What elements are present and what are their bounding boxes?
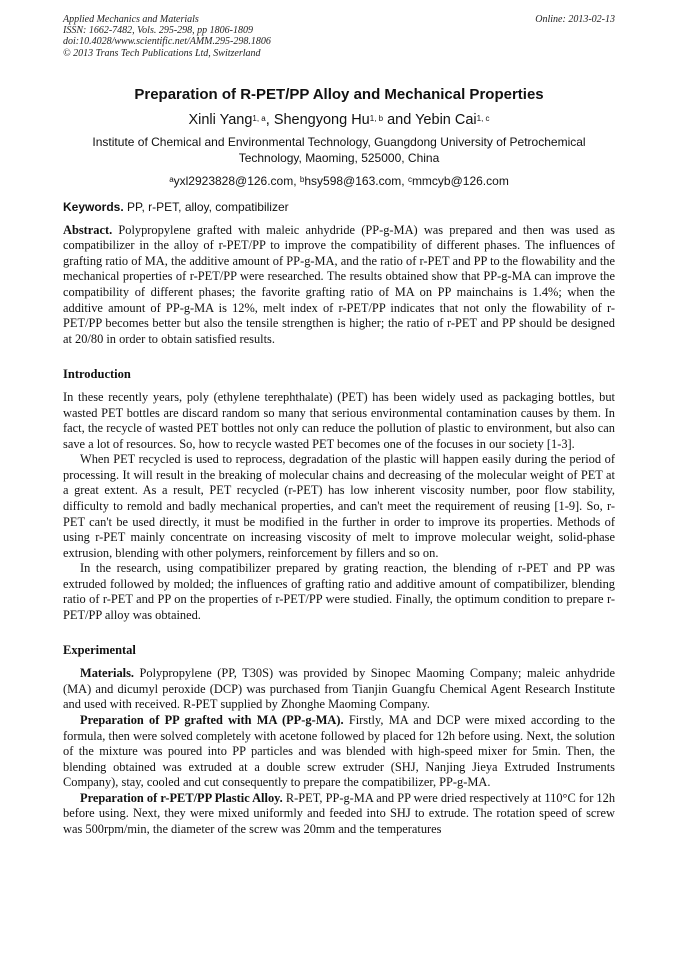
experimental-paragraph	[63, 791, 615, 838]
abstract	[63, 223, 615, 347]
author-separator: ,	[265, 111, 274, 128]
email-address[interactable]: hsy598@163.com	[304, 173, 402, 188]
author-name: Xinli Yang	[188, 111, 253, 128]
email-address[interactable]: yxl2923828@126.com	[173, 173, 294, 188]
affiliation: Institute of Chemical and Environmental Technology, Guangdong University of Petrochemical Technology, Maoming, 525000, China	[92, 134, 586, 165]
author-name: Shengyong Hu	[273, 111, 370, 128]
subsection-label: Preparation of r-PET/PP Plastic Alloy.	[80, 790, 283, 805]
email-list	[63, 173, 615, 189]
author-affiliation-mark: 1, b	[369, 113, 384, 123]
paper-page	[63, 14, 615, 837]
journal-header	[63, 14, 615, 59]
author-affiliation-mark: 1, c	[476, 113, 490, 123]
subsection-label: Materials.	[80, 666, 135, 681]
experimental-paragraph	[63, 666, 615, 713]
email-separator: ,	[401, 173, 408, 188]
intro-paragraph: In the research, using compatibilizer prepared by grating reaction, the blending of r-PET and PP was extruded followed by molded; the influences of grafting ratio and additive amount of compatibilizer, blending ratio of r-PET and PP on the properties of r-PET/PP were studied. Finally, the optimum condition to prepare r-PET/PP alloy was obtained.	[63, 561, 615, 622]
journal-doi[interactable]: doi:10.4028/www.scientific.net/AMM.295-298.1806	[63, 36, 271, 48]
intro-paragraph: In these recently years, poly (ethylene terephthalate) (PET) has been widely used as packaging bottles, but wasted PET bottles are discard random so many that serious environmental contamination causes by them. In fact, the recycle of wasted PET bottles not only can reduce the pollution of plastic to environment, but also can save a lot of resources. So, how to recycle wasted PET becomes one of the focuses in our society [1-3].	[63, 390, 615, 451]
paper-title: Preparation of R-PET/PP Alloy and Mechanical Properties	[134, 85, 544, 103]
author-affiliation-mark: 1, a	[252, 113, 266, 123]
journal-copyright: © 2013 Trans Tech Publications Ltd, Switzerland	[63, 47, 261, 59]
intro-paragraph: When PET recycled is used to reprocess, degradation of the plastic will happen easily during the period of processing. It will result in the breaking of molecular chains and decreasing of the molecular weight of PET at a great extent. As a result, PET recycled (r-PET) has low inherent viscosity number, poor flow stability, difficulty to remold and badly mechanical properties, and can't meet the requirement of reusing [1-9]. So, r-PET can't be used directly, it must be modified in the further in order to improve its properties. Methods of using r-PET mainly concentrate on increasing viscosity of melt to improve molecular weight, solid-phase extrusion, blending with other polymers, reinforcement by fillers and so on.	[63, 452, 615, 560]
email-address[interactable]: mmcyb@126.com	[411, 173, 509, 188]
email-mark: c	[407, 174, 412, 184]
section-heading-experimental: Experimental	[63, 643, 136, 658]
abstract-label: Abstract.	[63, 222, 113, 237]
email-separator: ,	[293, 173, 300, 188]
subsection-text: Firstly, MA and DCP were mixed according to the formula, then were solved completely with acetone followed by placed for 12h before using. Next, the solution of the mixture was poured into PP particles and was blended with high-speed mixer for 5min. Then, the blending obtained was extruded at a double screw extruder (SHJ, Nanjing Jieya Extruded Instruments Company), stay, cooled and cut consequently to prepare the compatibilizer, PP-g-MA.	[63, 713, 615, 790]
journal-issn: ISSN: 1662-7482, Vols. 295-298, pp 1806-1809	[63, 25, 253, 37]
online-date: Online: 2013-02-13	[535, 14, 615, 25]
journal-name: Applied Mechanics and Materials	[63, 14, 199, 25]
keywords-label: Keywords.	[63, 199, 124, 214]
author-list	[63, 110, 615, 130]
journal-meta	[63, 14, 271, 59]
keywords	[63, 199, 615, 215]
email-mark: b	[299, 174, 305, 184]
author-name: Yebin Cai	[415, 111, 477, 128]
keywords-text: PP, r-PET, alloy, compatibilizer	[123, 199, 289, 214]
subsection-label: Preparation of PP grafted with MA (PP-g-MA).	[80, 713, 344, 728]
section-heading-introduction: Introduction	[63, 367, 131, 382]
abstract-text: Polypropylene grafted with maleic anhydride (PP-g-MA) was prepared and then was used as compatibilizer in the alloy of r-PET/PP to improve the compatibility of different phases. The influences of grafting ratio of MA, the additive amount of PP-g-MA, and the ratio of r-PET and PP to the flowability and the mechanical properties of r-PET/PP were researched. The results obtained show that PP-g-MA can improve the compatibility of different phases; the favorite grafting ratio of MA on PP mainchains is 1.4%; when the additive amount of PP-g-MA is 12%, melt index of r-PET/PP indicates that not only the flowability of r-PET/PP becomes better but also the tensile strengthen is higher; the ratio of r-PET and PP should be designed at 20/80 in order to obtain satisfied results.	[63, 222, 615, 346]
subsection-text: Polypropylene (PP, T30S) was provided by Sinopec Maoming Company; maleic anhydride (MA) and dicumyl peroxide (DCP) was purchased from Tianjin Guangfu Chemical Agent Research Institute and used with received. R-PET supplied by Zhonghe Maoming Company.	[63, 666, 615, 712]
subsection-text: R-PET, PP-g-MA and PP were dried respectively at 110°C for 12h before using. Next, they were mixed uniformly and feeded into SHJ to extrude. The rotation speed of screw was 500rpm/min, the diameter of the screw was 20mm and the temperatures	[63, 790, 616, 836]
experimental-paragraph	[63, 713, 615, 791]
email-mark: a	[169, 174, 174, 184]
author-separator: and	[383, 111, 416, 128]
